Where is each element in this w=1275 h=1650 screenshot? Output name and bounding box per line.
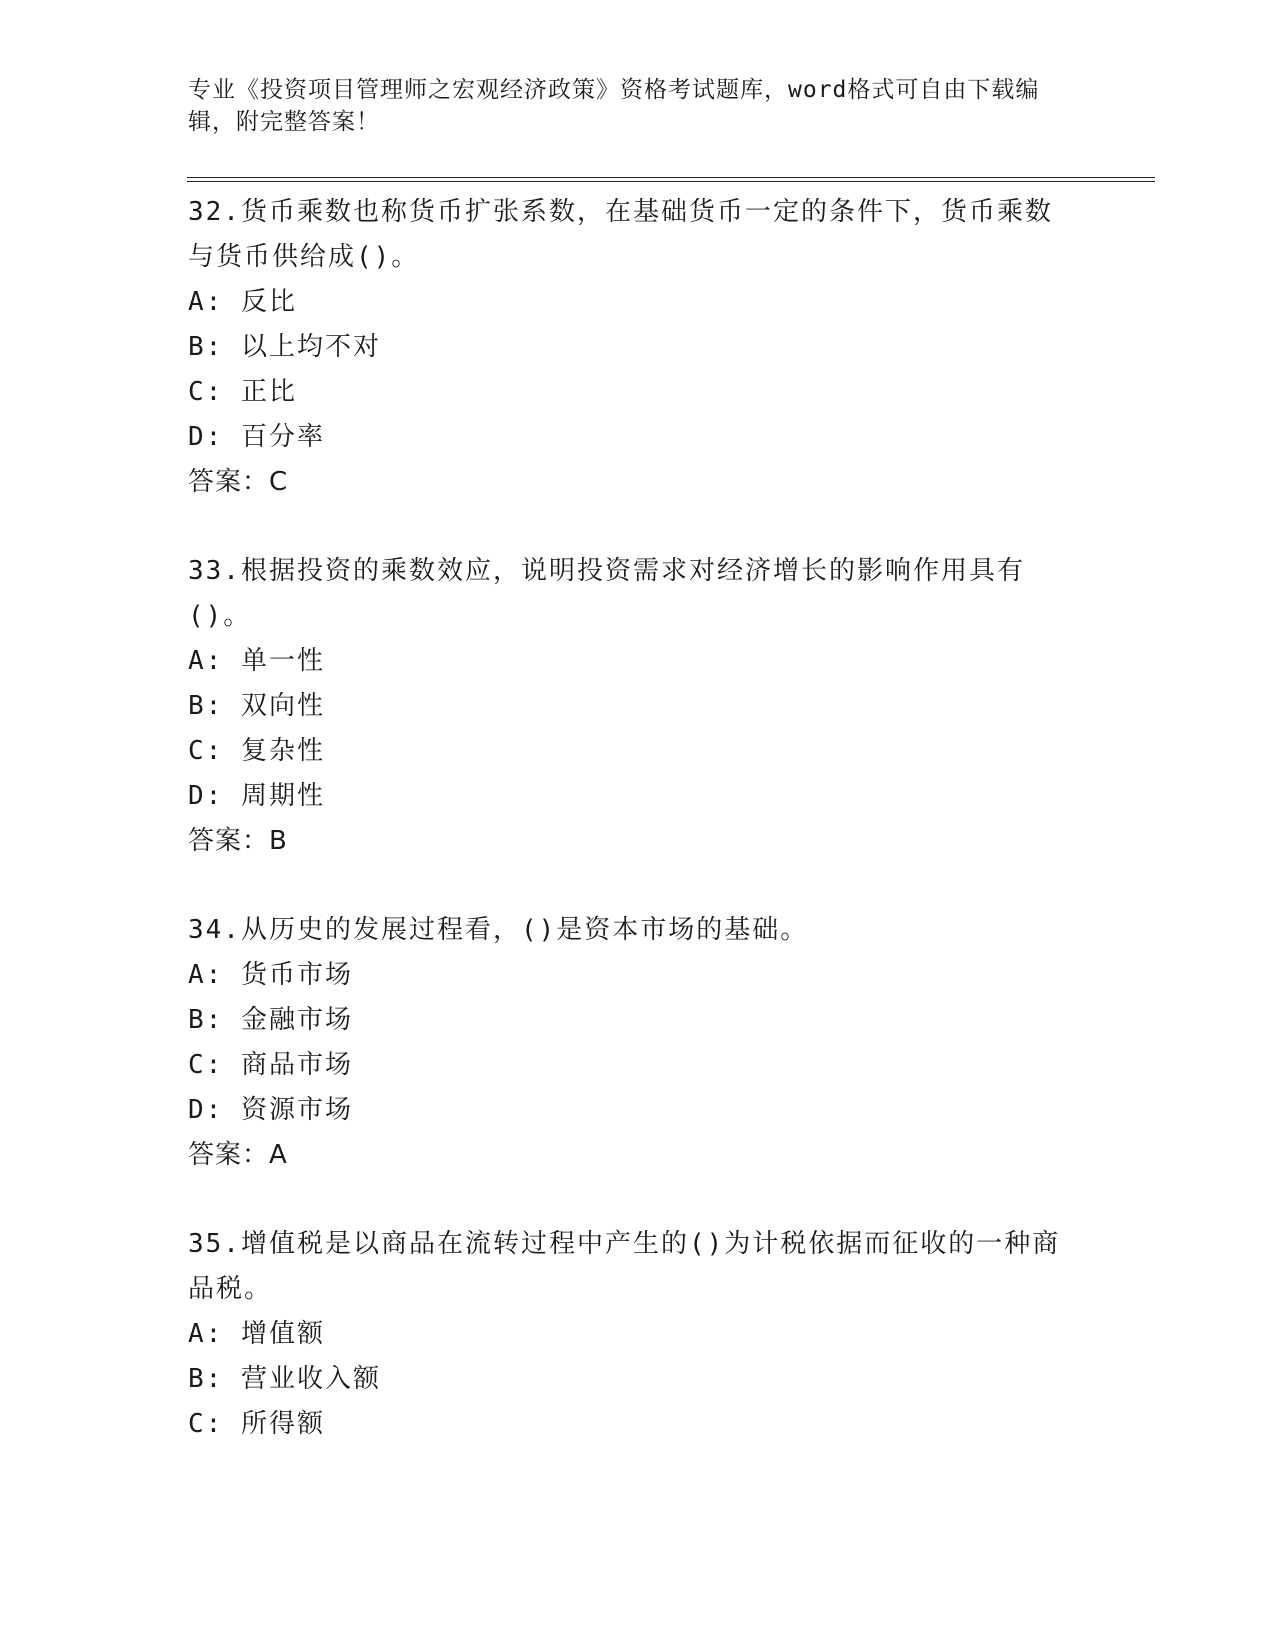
option-d: D: 百分率 <box>188 422 325 452</box>
option-b: B: 营业收入额 <box>188 1364 381 1394</box>
option-a: A: 反比 <box>188 287 297 317</box>
option-a: A: 增值额 <box>188 1319 325 1349</box>
answer: 答案：B <box>188 826 288 856</box>
question-33 <box>188 549 1078 864</box>
option-a: A: 单一性 <box>188 646 325 676</box>
option-c: C: 正比 <box>188 377 297 407</box>
option-b: B: 以上均不对 <box>188 332 381 362</box>
question-list <box>188 190 1078 1491</box>
question-text: 34.从历史的发展过程看，()是资本市场的基础。 <box>188 915 809 945</box>
document-header: 专业《投资项目管理师之宏观经济政策》资格考试题库，word格式可自由下载编辑，附完整答案！ <box>188 77 1040 135</box>
option-b: B: 双向性 <box>188 691 325 721</box>
header-double-rule <box>187 177 1155 182</box>
option-c: C: 商品市场 <box>188 1050 353 1080</box>
question-text: 35.增值税是以商品在流转过程中产生的()为计税依据而征收的一种商品税。 <box>188 1229 1061 1304</box>
answer: 答案：A <box>188 1140 288 1170</box>
question-32 <box>188 190 1078 505</box>
option-d: D: 周期性 <box>188 781 325 811</box>
question-35 <box>188 1222 1078 1447</box>
option-a: A: 货币市场 <box>188 960 353 990</box>
question-text: 32.货币乘数也称货币扩张系数，在基础货币一定的条件下，货币乘数与货币供给成()。 <box>188 197 1053 272</box>
option-c: C: 复杂性 <box>188 736 325 766</box>
option-b: B: 金融市场 <box>188 1005 353 1035</box>
answer: 答案：C <box>188 467 289 497</box>
option-c: C: 所得额 <box>188 1409 325 1439</box>
option-d: D: 资源市场 <box>188 1095 353 1125</box>
question-text: 33.根据投资的乘数效应，说明投资需求对经济增长的影响作用具有()。 <box>188 556 1025 631</box>
question-34 <box>188 908 1078 1178</box>
